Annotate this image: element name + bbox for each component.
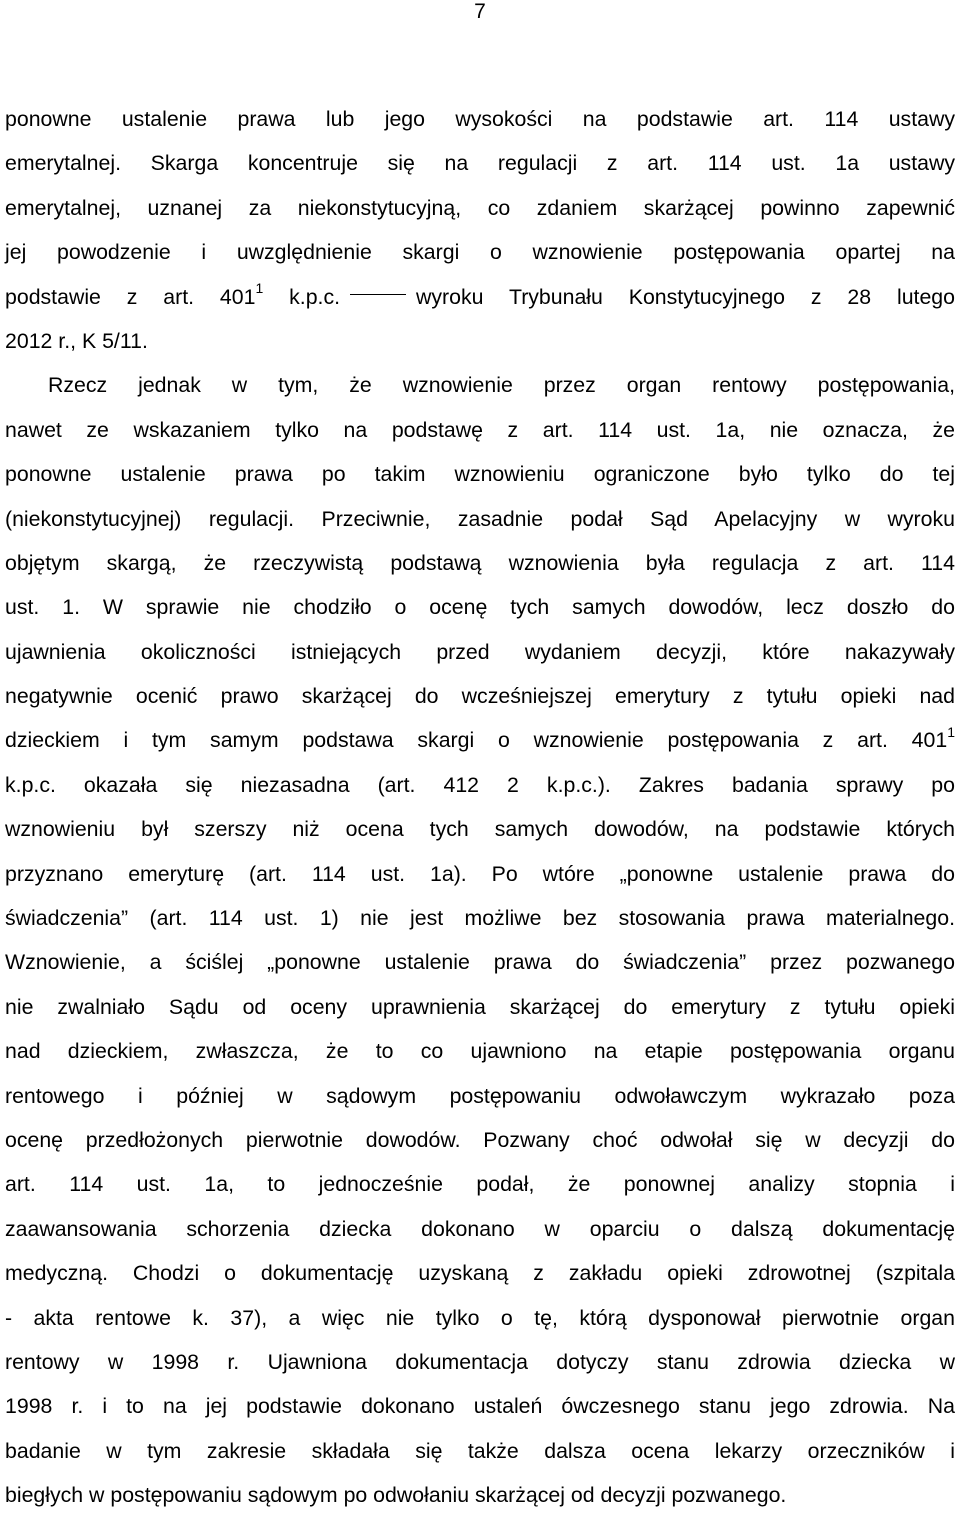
text-line [5,718,955,762]
text-line: przyznano emeryturę (art. 114 ust. 1a). Po wtóre „ponowne ustalenie prawa do [5,861,955,886]
text-line [5,275,955,319]
text-line: (niekonstytucyjnej) regulacji. Przeciwnie, zasadnie podał Sąd Apelacyjny w wyroku [5,506,955,531]
text-line: art. 114 ust. 1a, to jednocześnie podał, że ponownej analizy stopnia i [5,1172,955,1197]
text-line: ponowne ustalenie prawa lub jego wysokości na podstawie art. 114 ustawy [5,107,955,131]
text-line: ujawnienia okoliczności istniejących przed wydaniem decyzji, które nakazywały [5,639,955,664]
text-line: emerytalnej. Skarga koncentruje się na regulacji z art. 114 ust. 1a ustawy [5,151,955,176]
text-line: objętym skargą, że rzeczywistą podstawą wznowienia była regulacja z art. 114 [5,550,955,575]
text-line: 2012 r., K 5/11. [5,328,148,353]
text-line: nawet ze wskazaniem tylko na podstawę z art. 114 ust. 1a, nie oznacza, że [5,417,955,442]
text-line: emerytalnej, uznanej za niekonstytucyjną, co zdaniem skarżącej powinno zapewnić [5,195,955,220]
text-line: nie zwalniało Sądu od oceny uprawnienia skarżącej do emerytury z tytułu opieki [5,994,955,1019]
document-body [5,97,955,1518]
text-line: nad dzieckiem, zwłaszcza, że to co ujawniono na etapie postępowania organu [5,1039,955,1064]
text-line: 1998 r. i to na jej podstawie dokonano ustaleń ówczesnego stanu jego zdrowia. Na [5,1394,955,1419]
text-segment: k.p.c. [263,284,341,309]
text-line: ust. 1. W sprawie nie chodziło o ocenę tych samych dowodów, lecz doszło do [5,595,955,620]
text-line: biegłych w postępowaniu sądowym po odwołaniu skarżącej od decyzji pozwanego. [5,1483,787,1508]
text-segment: podstawie z art. 401 [5,284,256,309]
text-line: rentowego i później w sądowym postępowaniu odwoławczym wykrazało poza [5,1083,955,1108]
page-number: 7 [474,0,486,23]
text-line: k.p.c. okazała się niezasadna (art. 412 2 k.p.c.). Zakres badania sprawy po [5,772,955,797]
text-line: świadczenia” (art. 114 ust. 1) nie jest możliwe bez stosowania prawa materialnego. [5,906,955,931]
text-segment: dzieckiem i tym samym podstawa skargi o wznowienie postępowania z art. 401 [5,728,948,753]
text-line: Wznowienie, a ściślej „ponowne ustalenie prawa do świadczenia” przez pozwanego [5,950,955,975]
text-line: negatywnie ocenić prawo skarżącej do wcześniejszej emerytury z tytułu opieki nad [5,684,955,709]
dash-rule [350,294,406,295]
text-line: rentowy w 1998 r. Ujawniona dokumentacja dotyczy stanu zdrowia dziecka w [5,1349,955,1374]
superscript: 1 [255,280,264,297]
text-line: - akta rentowe k. 37), a więc nie tylko o tę, którą dysponował pierwotnie organ [5,1305,955,1330]
text-line: ponowne ustalenie prawa po takim wznowieniu ograniczone było tylko do tej [5,462,955,487]
text-segment: wyroku Trybunału Konstytucyjnego z 28 lutego [416,284,955,309]
text-line: Rzecz jednak w tym, że wznowienie przez organ rentowy postępowania, [48,373,955,398]
text-line: ocenę przedłożonych pierwotnie dowodów. Pozwany choć odwołał się w decyzji do [5,1127,955,1152]
text-line: jej powodzenie i uwzględnienie skargi o wznowienie postępowania opartej na [5,240,955,265]
text-line: wznowieniu był szerszy niż ocena tych samych dowodów, na podstawie których [5,817,955,842]
superscript: 1 [947,724,955,741]
text-line: badanie w tym zakresie składała się także dalsza ocena lekarzy orzeczników i [5,1438,955,1463]
text-line: medyczną. Chodzi o dokumentację uzyskaną z zakładu opieki zdrowotnej (szpitala [5,1261,955,1286]
text-line: zaawansowania schorzenia dziecka dokonano w oparciu o dalszą dokumentację [5,1216,955,1241]
